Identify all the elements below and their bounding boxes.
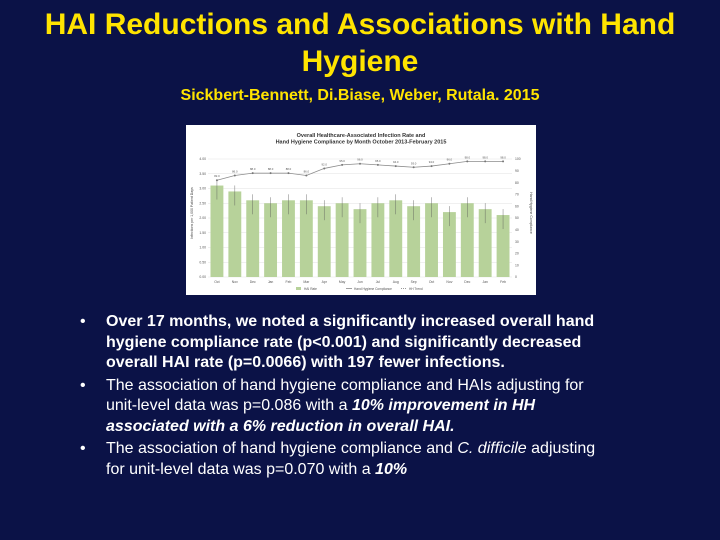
y2-tick-label: 0 (515, 275, 517, 280)
compliance-point (502, 160, 504, 162)
bullet-3-text-a: The association of hand hygiene compliance and (106, 440, 458, 457)
y2-tick-label: 80 (515, 180, 519, 185)
y-tick-label: 2.00 (199, 216, 206, 221)
y-tick-label: 3.00 (199, 186, 206, 191)
bullet-3-emphasis: 10% (375, 460, 408, 478)
compliance-point (377, 164, 379, 166)
compliance-data-label: 82.0 (214, 174, 220, 179)
compliance-point (448, 163, 450, 165)
compliance-point (359, 163, 361, 165)
x-tick-label: May (338, 280, 346, 284)
x-tick-label: Jun (357, 280, 363, 284)
bullet-item-2 (80, 376, 600, 438)
compliance-point (484, 160, 486, 162)
bullet-dot-icon: • (80, 376, 86, 394)
chart-title-line: Hand Hygiene Compliance by Month October 2013-February 2015 (275, 139, 447, 146)
x-tick-label: Dec (464, 280, 471, 284)
x-tick-label: Dec (249, 280, 256, 284)
bullet-3-organism: C. difficile (457, 440, 527, 457)
compliance-data-label: 94.0 (428, 160, 435, 165)
y2-tick-label: 40 (515, 228, 519, 232)
y-tick-label: 2.50 (199, 201, 206, 206)
y2-tick-label: 10 (515, 263, 519, 268)
compliance-data-label: 86.0 (303, 169, 310, 174)
compliance-point (270, 172, 272, 174)
x-tick-label: Jul (375, 280, 381, 284)
chart-title-line: Overall Healthcare-Associated Infection Rate and (296, 133, 426, 139)
compliance-data-label: 88.0 (249, 167, 256, 172)
x-tick-label: Oct (428, 280, 435, 284)
y-tick-label: 4.00 (199, 157, 206, 162)
x-tick-label: Feb (285, 280, 292, 284)
x-tick-label: Jan (482, 280, 488, 284)
bullet-item-1 (80, 312, 600, 374)
bullet-dot-icon: • (80, 440, 86, 457)
compliance-point (413, 166, 415, 168)
y2-tick-label: 90 (515, 169, 519, 173)
x-tick-label: Aug (392, 280, 399, 284)
chart-image (186, 125, 536, 295)
x-tick-label: Jan (267, 280, 274, 284)
hai-compliance-chart (186, 125, 536, 295)
y-tick-label: 3.50 (199, 171, 206, 176)
compliance-point (287, 172, 289, 174)
compliance-data-label: 93.0 (410, 161, 417, 166)
chart-title (276, 133, 447, 146)
x-tick-label: Apr (321, 280, 327, 284)
y-tick-label: 1.50 (199, 230, 206, 235)
compliance-point (234, 175, 236, 177)
bullet-3-text-c: adjusting for unit-level data was p=0.070 with a (106, 440, 596, 478)
bullet-item-3 (80, 439, 600, 480)
y2-tick-label: 20 (515, 251, 519, 256)
compliance-point (305, 175, 307, 177)
compliance-data-label: 96.0 (446, 157, 453, 162)
compliance-data-label: 88.0 (285, 167, 292, 172)
bullet-1-text: Over 17 months, we noted a significantly increased overall hand hygiene compliance rate (p<0.001) and significantly decreased overall HAI rate (p=0.0066) with 197 fewer infections. (106, 313, 595, 371)
bullet-2-text: The association of hand hygiene compliance and HAIs adjusting for unit-level data was p=0.086 with a (106, 376, 584, 414)
compliance-data-label: 92.0 (321, 162, 327, 167)
y2-tick-label: 100 (515, 157, 521, 162)
y-tick-label: 0.50 (199, 260, 206, 265)
bullet-dot-icon: • (80, 313, 86, 330)
compliance-data-label: 95.0 (339, 158, 345, 163)
x-tick-label: Nov (446, 280, 453, 284)
compliance-data-label: 86.0 (232, 169, 238, 174)
compliance-point (431, 165, 433, 167)
chart-y-label: Infections per 1,000 Patient Days (190, 187, 194, 239)
slide-authors: Sickbert-Bennett, Di.Biase, Weber, Rutala. 2015 (180, 87, 540, 104)
x-tick-label: Nov (231, 280, 238, 284)
x-tick-label: Oct (214, 280, 220, 284)
y2-tick-label: 30 (515, 239, 519, 244)
legend-swatch (296, 287, 301, 290)
compliance-point (252, 172, 254, 174)
legend-label: HH Trend (409, 287, 423, 291)
compliance-point (216, 179, 218, 181)
compliance-data-label: 88.0 (267, 167, 274, 172)
compliance-point (323, 167, 325, 169)
x-tick-label: Mar (303, 280, 310, 284)
compliance-point (395, 165, 397, 167)
legend-label: HAI Rate (304, 287, 317, 291)
y2-tick-label: 60 (515, 204, 519, 209)
compliance-point (466, 160, 468, 162)
compliance-data-label: 94.0 (393, 160, 399, 165)
y-tick-label: 1.00 (199, 245, 206, 250)
compliance-point (341, 164, 343, 166)
bullet-list (80, 312, 600, 482)
slide-title: HAI Reductions and Associations with Hand Hygiene (44, 8, 676, 78)
y-tick-label: 0.00 (199, 275, 206, 280)
y2-tick-label: 70 (515, 192, 519, 197)
x-tick-label: Sep (410, 280, 417, 284)
legend-label: Hand Hygiene Compliance (354, 287, 392, 291)
bullet-2-emphasis: 10% improvement in HH associated with a 6% reduction in overall HAI. (106, 397, 536, 435)
compliance-data-label: 98.0 (500, 155, 506, 160)
compliance-data-label: 98.0 (482, 155, 488, 160)
x-tick-label: Feb (500, 280, 506, 284)
chart-y2-label: Hand Hygiene Compliance (529, 192, 533, 234)
compliance-data-label: 95.0 (375, 158, 381, 163)
compliance-data-label: 96.0 (357, 157, 363, 162)
compliance-data-label: 98.0 (464, 155, 471, 160)
y2-tick-label: 50 (515, 216, 519, 221)
